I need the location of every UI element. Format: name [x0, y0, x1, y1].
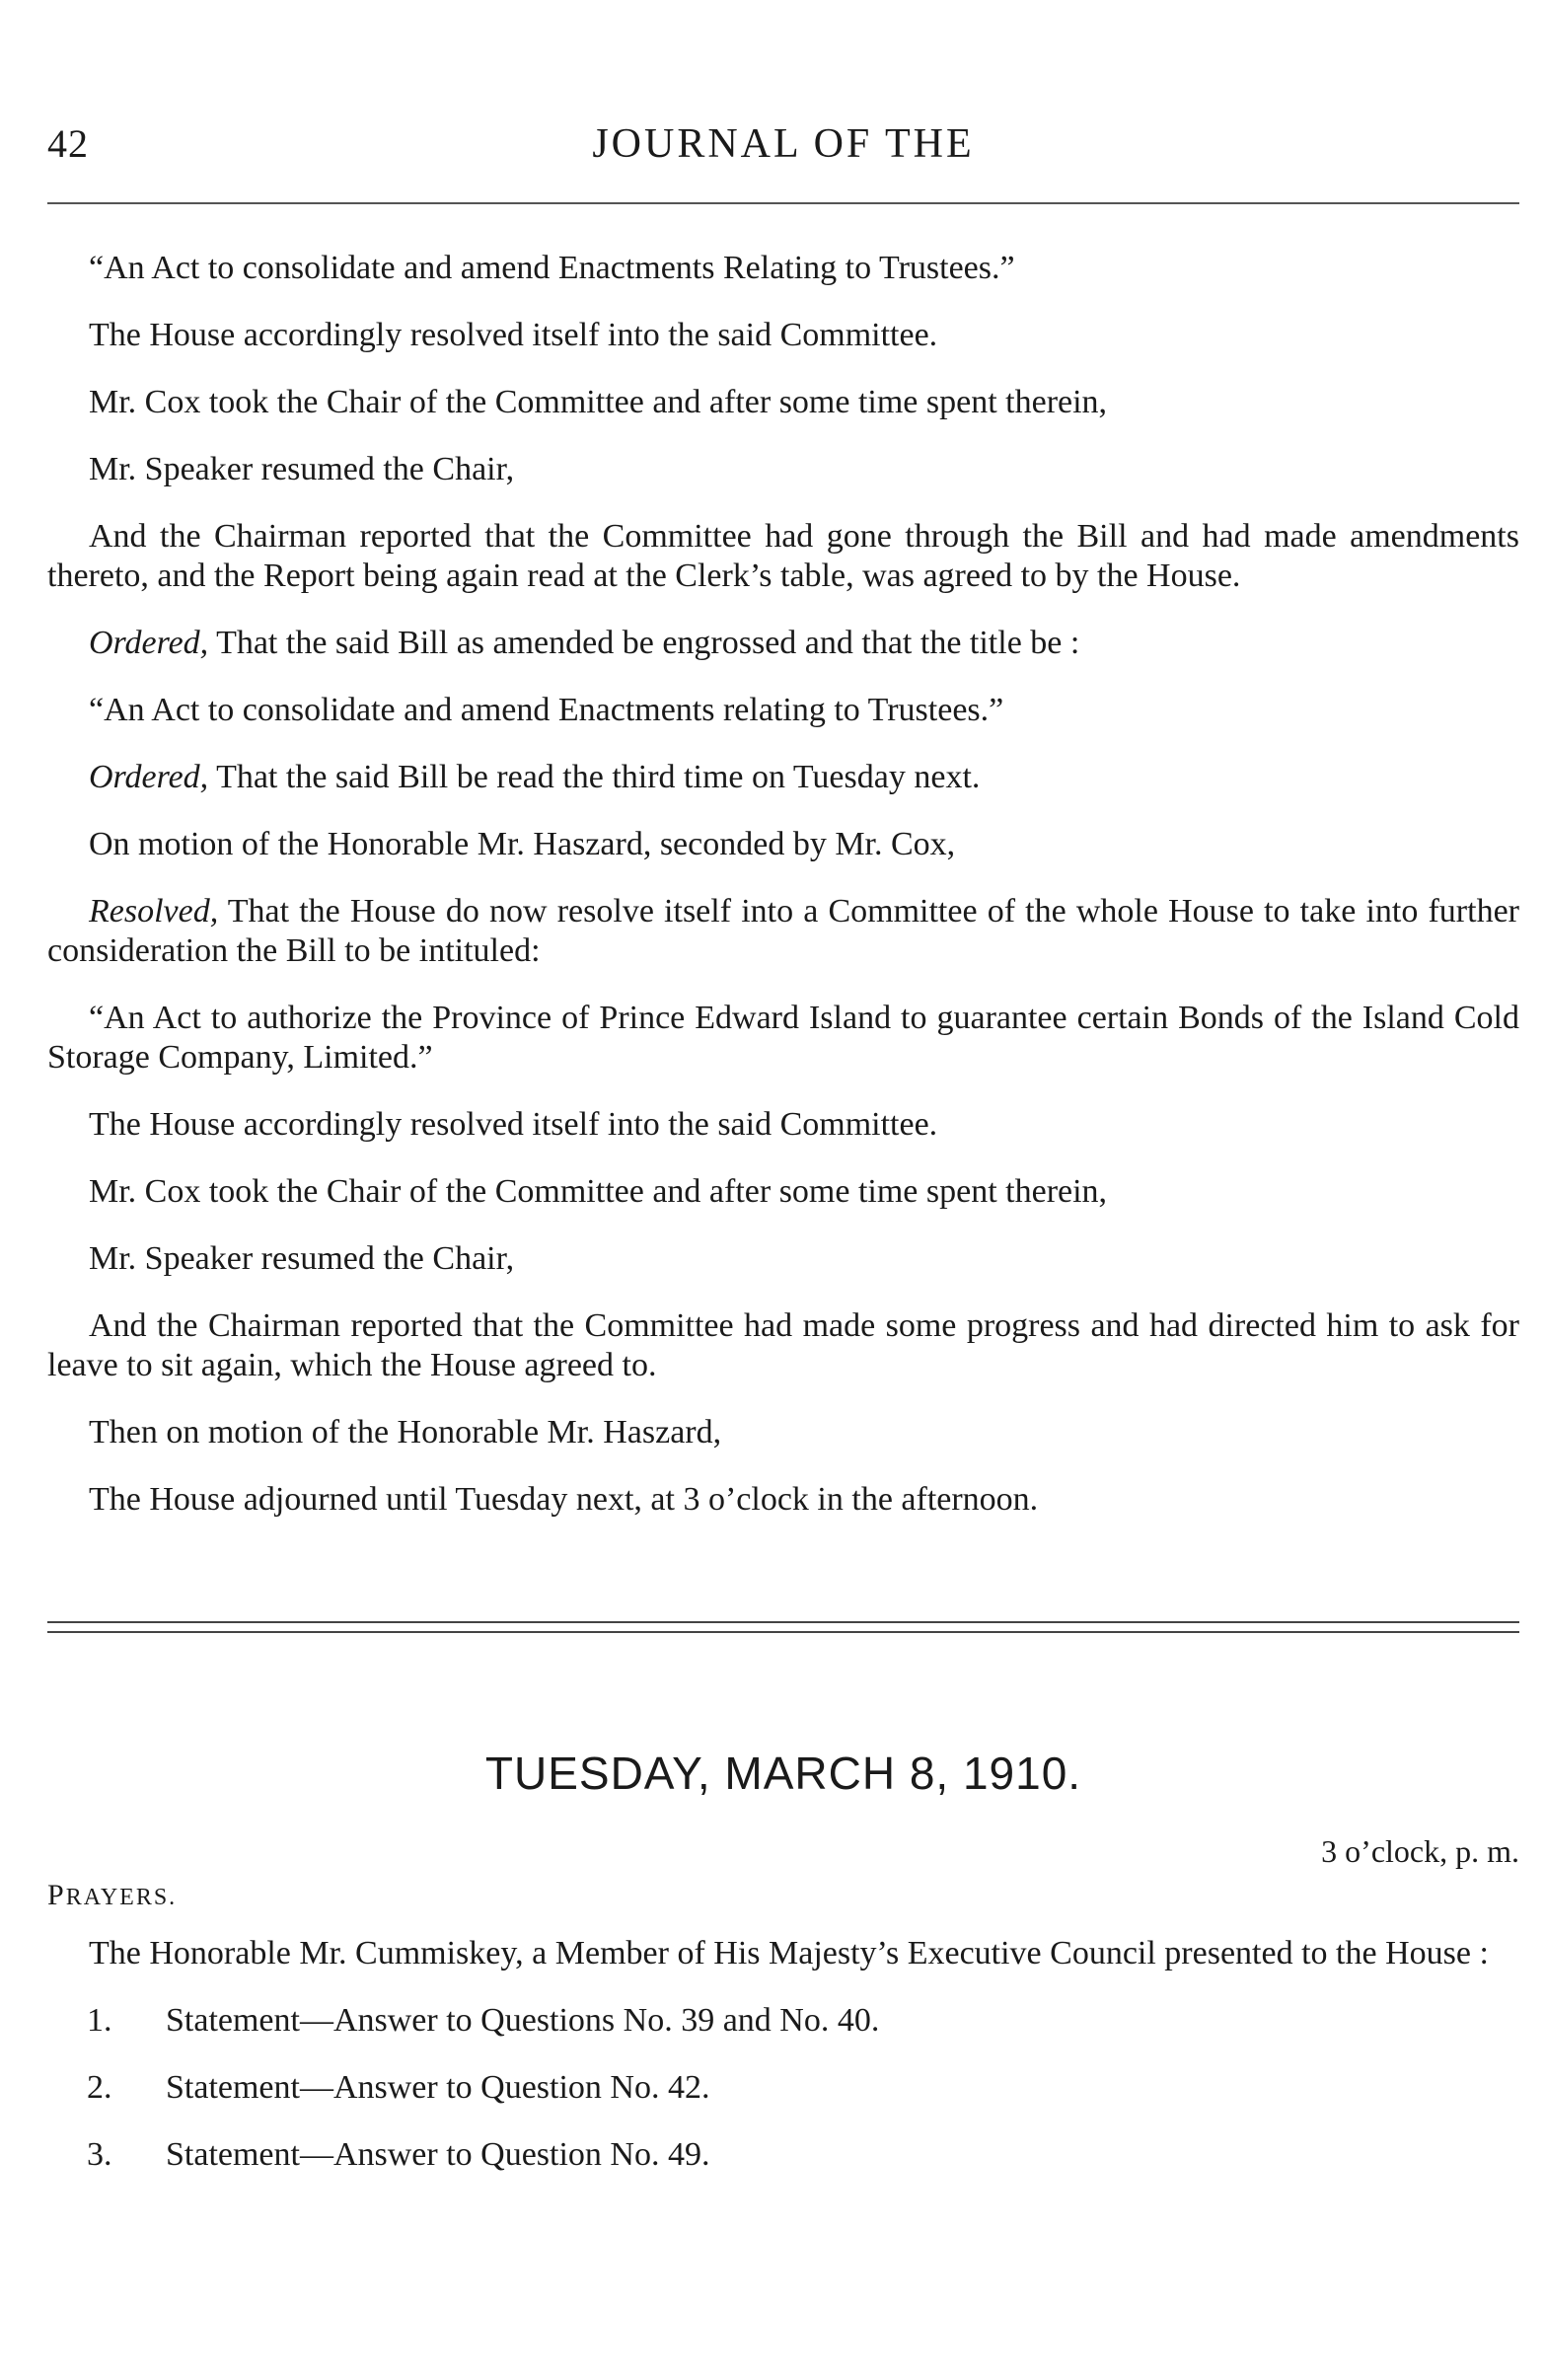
statement-text: Statement—Answer to Questions No. 39 and No. 40.: [166, 2002, 880, 2039]
statement-number: 1.: [87, 2002, 112, 2039]
statement-number: 3.: [87, 2136, 112, 2173]
statement-text: Statement—Answer to Question No. 42.: [166, 2069, 710, 2106]
journal-page: [47, 0, 1519, 2380]
paragraph: The House accordingly resolved itself into the said Committee.: [89, 1106, 938, 1143]
resolved-lead: Resolved,: [89, 893, 219, 930]
ordered-paragraph: [47, 624, 1519, 663]
paragraph: The House adjourned until Tuesday next, at 3 o’clock in the afternoon.: [89, 1481, 1039, 1518]
paragraph: And the Chairman reported that the Committee had made some progress and had directed him to ask for leave to sit again, which the House agreed to.: [47, 1307, 1519, 1383]
list-item: [47, 2135, 1519, 2175]
motion-paragraph: On motion of the Honorable Mr. Haszard, seconded by Mr. Cox,: [89, 826, 956, 862]
presentation-paragraph: The Honorable Mr. Cummiskey, a Member of His Majesty’s Executive Council presented to the House :: [89, 1935, 1489, 1971]
ordered-lead: Ordered,: [89, 625, 209, 661]
sitting-date-heading: TUESDAY, MARCH 8, 1910.: [484, 1748, 1082, 1799]
statement-text: Statement—Answer to Question No. 49.: [166, 2136, 710, 2173]
paragraph: Then on motion of the Honorable Mr. Haszard,: [89, 1414, 722, 1450]
header-rule: [47, 202, 1519, 204]
prayers-initial: P: [47, 1879, 66, 1911]
paragraph: Mr. Speaker resumed the Chair,: [89, 451, 515, 487]
paragraph: “An Act to authorize the Province of Prince Edward Island to guarantee certain Bonds of the Island Cold Storage Company, Limited.”: [47, 1000, 1519, 1076]
sitting-time: 3 o’clock, p. m.: [1321, 1833, 1519, 1869]
paragraph: The House accordingly resolved itself into the said Committee.: [89, 317, 938, 353]
resolved-paragraph: [47, 892, 1519, 971]
paragraph: Mr. Cox took the Chair of the Committee and after some time spent therein,: [89, 1173, 1108, 1210]
paragraph: Mr. Speaker resumed the Chair,: [89, 1240, 515, 1277]
section-divider: [47, 1621, 1519, 1633]
list-item: [47, 2001, 1519, 2041]
sitting-proceedings: [47, 1934, 1519, 2175]
list-item: [47, 2068, 1519, 2108]
ordered-text: That the said Bill as amended be engrossed and that the title be :: [208, 625, 1080, 661]
page-header: [47, 120, 1519, 180]
prayers-heading: [47, 1879, 177, 1912]
ordered-text: That the said Bill be read the third time on Tuesday next.: [208, 759, 981, 795]
paragraph: Mr. Cox took the Chair of the Committee and after some time spent therein,: [89, 384, 1108, 420]
ordered-lead: Ordered,: [89, 759, 209, 795]
proceedings-text: [47, 249, 1519, 1520]
prayers-rest: RAYERS.: [65, 1885, 178, 1910]
paragraph: “An Act to consolidate and amend Enactments Relating to Trustees.”: [89, 250, 1015, 286]
paragraph: And the Chairman reported that the Committee had gone through the Bill and had made amendments thereto, and the Report being again read at the Clerk’s table, was agreed to by the House.: [47, 518, 1519, 594]
page-number: 42: [47, 121, 89, 166]
statement-list: [47, 2001, 1519, 2175]
statement-number: 2.: [87, 2069, 112, 2106]
ordered-paragraph: [47, 758, 1519, 797]
running-head: JOURNAL OF THE: [592, 121, 975, 167]
resolved-text: That the House do now resolve itself into a Committee of the whole House to take into further consideration the Bill to be intituled:: [47, 893, 1519, 969]
bill-title-quote: “An Act to consolidate and amend Enactments relating to Trustees.”: [89, 692, 1004, 728]
